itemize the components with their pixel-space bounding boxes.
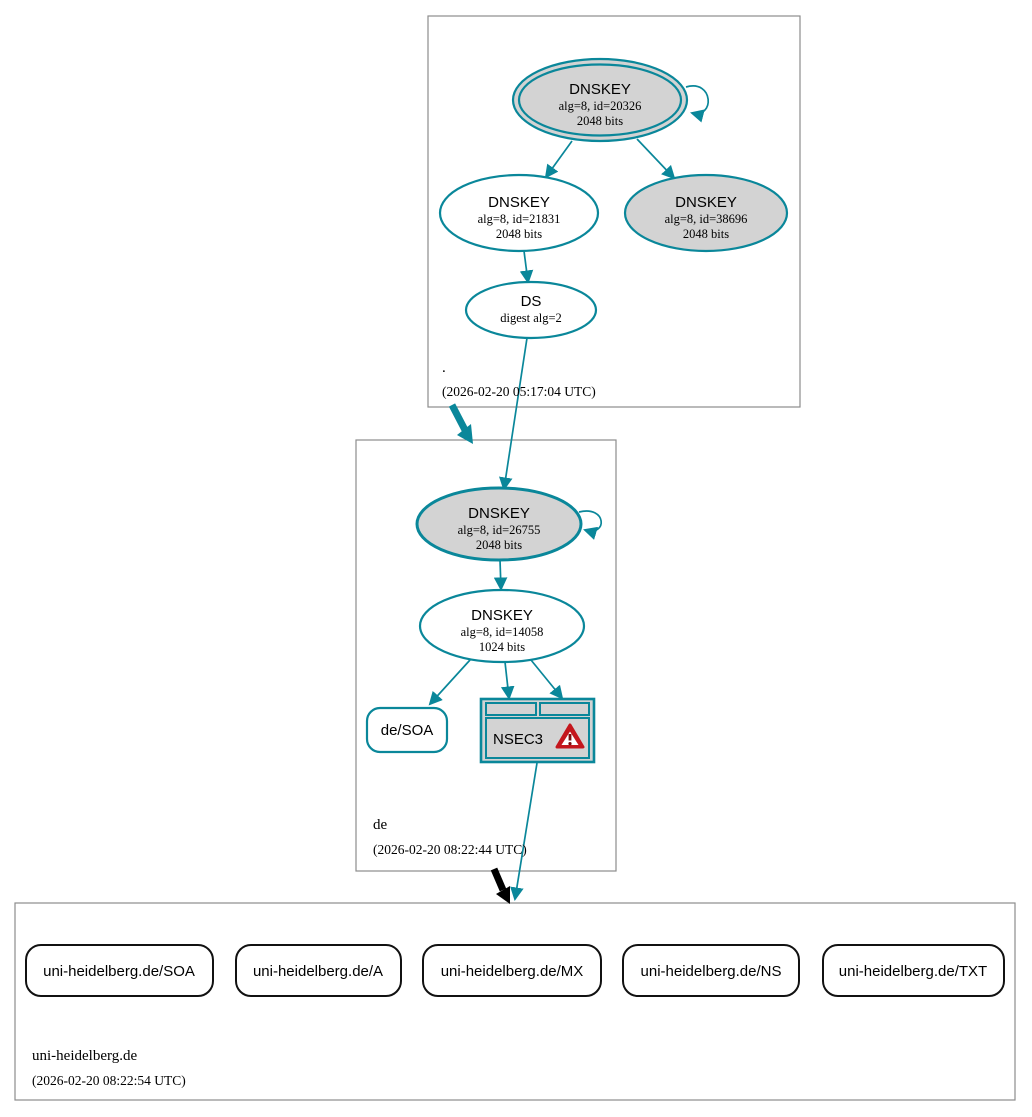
uh-zone-label: uni-heidelberg.de (32, 1048, 138, 1064)
uh-zone-timestamp: (2026-02-20 08:22:54 UTC) (32, 1073, 186, 1088)
de-ksk-type: DNSKEY (468, 505, 530, 522)
de-ksk-bits: 2048 bits (475, 538, 523, 552)
de-zone-label: de (373, 817, 388, 833)
de-ksk-alg: alg=8, id=26755 (457, 523, 541, 537)
root-ksk2-alg: alg=8, id=38696 (664, 212, 748, 226)
root-zsk-bits: 2048 bits (495, 227, 543, 241)
edge-deksk-to-dezsk (500, 560, 501, 589)
de-ksk-node (417, 488, 581, 560)
uh-txt-label: uni-heidelberg.de/TXT (838, 963, 988, 980)
de-nsec3-node (481, 699, 594, 762)
uh-mx-label: uni-heidelberg.de/MX (440, 963, 584, 980)
nsec3-cell-right (540, 703, 589, 715)
de-ds-node (466, 282, 596, 338)
de-ds-digest: digest alg=2 (500, 311, 562, 325)
root-zone-timestamp: (2026-02-20 05:17:04 UTC) (442, 384, 596, 399)
de-zsk-node (420, 590, 584, 662)
root-ksk-alg: alg=8, id=20326 (558, 99, 642, 113)
nsec3-label: NSEC3 (492, 731, 544, 748)
uh-mx-node (423, 945, 601, 996)
root-ksk2-bits: 2048 bits (682, 227, 730, 241)
uh-a-label: uni-heidelberg.de/A (252, 963, 384, 980)
uh-soa-node (26, 945, 213, 996)
uh-soa-label: uni-heidelberg.de/SOA (43, 963, 195, 980)
root-zsk-node (440, 175, 598, 251)
de-soa-label: de/SOA (380, 722, 434, 739)
delegation-arrow-de-to-uh (494, 869, 510, 904)
root-zsk-alg: alg=8, id=21831 (477, 212, 561, 226)
uni-heidelberg-zone-box (15, 903, 1015, 1100)
nsec3-cell-left (486, 703, 536, 715)
uh-ns-node (623, 945, 799, 996)
root-ksk-node (513, 59, 687, 141)
delegation-arrow-root-to-de (452, 405, 473, 444)
de-ds-ellipse (466, 282, 596, 338)
de-zsk-type: DNSKEY (471, 607, 533, 624)
root-zsk-type: DNSKEY (488, 194, 550, 211)
de-zsk-bits: 1024 bits (478, 640, 526, 654)
de-zsk-alg: alg=8, id=14058 (460, 625, 544, 639)
root-ksk-type: DNSKEY (569, 81, 631, 98)
uh-a-node (236, 945, 401, 996)
uh-ns-label: uni-heidelberg.de/NS (640, 963, 782, 980)
root-ksk2-node (625, 175, 787, 251)
root-ksk2-type: DNSKEY (675, 194, 737, 211)
root-zone-label: . (442, 360, 446, 376)
root-ksk-bits: 2048 bits (576, 114, 624, 128)
uh-txt-node (823, 945, 1004, 996)
de-zone-timestamp: (2026-02-20 08:22:44 UTC) (373, 842, 527, 857)
de-ds-type: DS (520, 293, 542, 310)
de-soa-node (367, 708, 447, 752)
